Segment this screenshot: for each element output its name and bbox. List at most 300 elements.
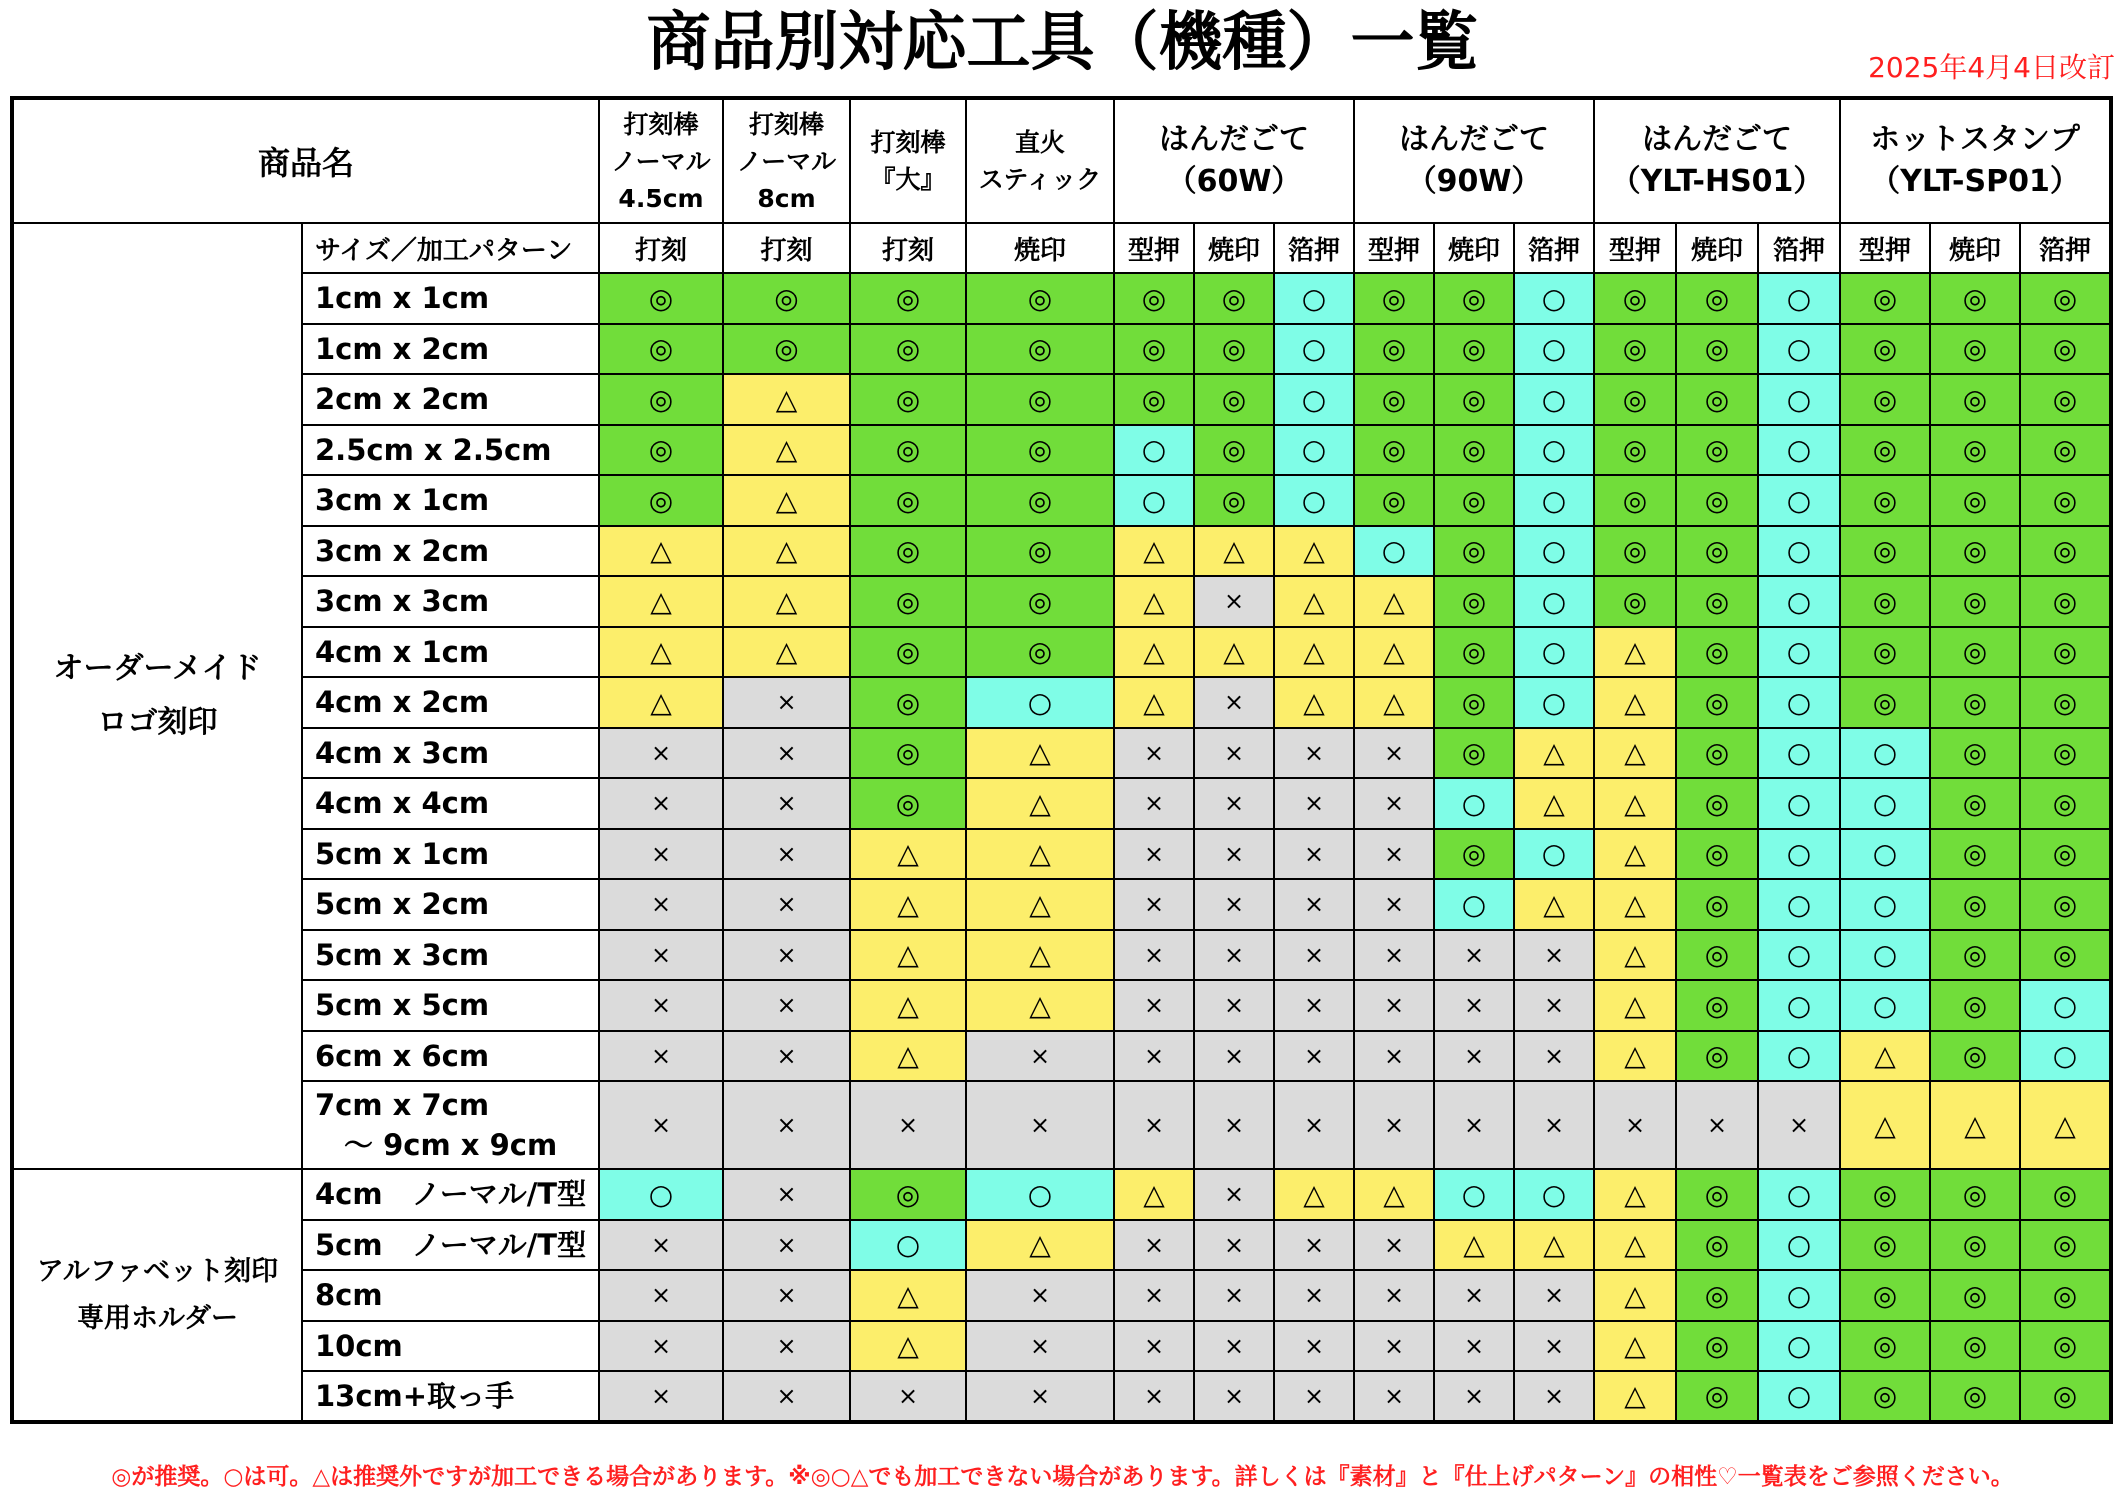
compat-mark-cell: × [1354,879,1434,930]
compat-mark-cell: ◎ [1194,374,1274,425]
compat-mark-cell: ◎ [1676,778,1758,829]
pattern-header: 型押 [1354,223,1434,273]
compat-mark-cell: × [1114,1321,1194,1372]
compat-mark-cell: × [1514,1371,1594,1422]
compat-mark-cell: × [723,930,850,981]
size-label: 5cm x 1cm [302,829,599,880]
compat-mark-cell: × [1354,1371,1434,1422]
compat-mark-cell: × [1274,879,1354,930]
compat-mark-cell: ◎ [1840,627,1930,678]
compat-mark-cell: × [1194,1220,1274,1271]
compat-mark-cell: △ [1594,930,1676,981]
header-row-patterns [12,223,2111,273]
compat-mark-cell: △ [723,425,850,476]
compat-mark-cell: △ [850,1321,966,1372]
compat-mark-cell: ◎ [2020,1321,2111,1372]
compat-mark-cell: × [1354,930,1434,981]
compat-mark-cell: × [1114,930,1194,981]
compat-mark-cell: × [1194,728,1274,779]
size-label: 2cm x 2cm [302,374,599,425]
compat-mark-cell: ◎ [850,374,966,425]
pattern-header: 箔押 [1274,223,1354,273]
table-row [12,324,2111,375]
compat-mark-cell: ○ [966,677,1114,728]
compat-mark-cell: ◎ [1676,1270,1758,1321]
compat-mark-cell: ◎ [1840,1270,1930,1321]
compat-mark-cell: ○ [1758,374,1840,425]
compat-mark-cell: ◎ [1840,425,1930,476]
size-label: 3cm x 1cm [302,475,599,526]
compat-mark-cell: △ [723,576,850,627]
compat-mark-cell: △ [850,1031,966,1082]
compat-mark-cell: × [599,1371,723,1422]
compat-mark-cell: ○ [1758,930,1840,981]
compat-mark-cell: ◎ [1930,677,2020,728]
table-row [12,879,2111,930]
compat-mark-cell: × [599,1031,723,1082]
compat-mark-cell: ◎ [1676,879,1758,930]
compat-mark-cell: △ [1594,980,1676,1031]
compat-mark-cell: ○ [1840,829,1930,880]
tool-header-2: 打刻棒 『大』 [850,98,966,223]
compat-mark-cell: △ [1594,879,1676,930]
tool-header-1: 打刻棒 ノーマル 8cm [723,98,850,223]
compat-mark-cell: × [850,1081,966,1169]
compat-mark-cell: △ [1354,677,1434,728]
compat-mark-cell: ◎ [1434,526,1514,577]
compat-mark-cell: × [599,1270,723,1321]
compat-mark-cell: △ [966,930,1114,981]
compat-mark-cell: ◎ [599,425,723,476]
compat-mark-cell: ○ [1514,526,1594,577]
compat-mark-cell: △ [1114,677,1194,728]
compat-mark-cell: ◎ [1676,425,1758,476]
compat-mark-cell: △ [1274,627,1354,678]
compat-mark-cell: ◎ [850,728,966,779]
compat-mark-cell: ◎ [1434,374,1514,425]
table-row [12,1220,2111,1271]
compat-mark-cell: △ [1930,1081,2020,1169]
compat-mark-cell: ◎ [1676,980,1758,1031]
compat-mark-cell: ◎ [2020,1169,2111,1220]
compat-mark-cell: × [1514,1270,1594,1321]
compat-mark-cell: ◎ [1930,1220,2020,1271]
compat-mark-cell: △ [966,778,1114,829]
compat-mark-cell: ○ [1514,425,1594,476]
compat-mark-cell: ○ [966,1169,1114,1220]
compat-mark-cell: × [1354,1031,1434,1082]
table-row [12,1031,2111,1082]
compat-mark-cell: × [1194,1081,1274,1169]
compat-mark-cell: × [1274,930,1354,981]
compat-mark-cell: △ [723,627,850,678]
size-label: 13cm+取っ手 [302,1371,599,1422]
compat-mark-cell: ◎ [2020,728,2111,779]
compat-mark-cell: ◎ [1840,576,1930,627]
compat-mark-cell: ○ [1758,627,1840,678]
compat-mark-cell: ◎ [2020,627,2111,678]
table-row [12,475,2111,526]
compat-mark-cell: × [723,829,850,880]
compat-mark-cell: × [966,1081,1114,1169]
compat-mark-cell: △ [1594,627,1676,678]
compat-mark-cell: × [599,829,723,880]
compat-mark-cell: × [1114,1081,1194,1169]
compat-mark-cell: × [1758,1081,1840,1169]
compat-mark-cell: ◎ [1930,1031,2020,1082]
table-row [12,374,2111,425]
compat-mark-cell: ○ [1114,425,1194,476]
compat-mark-cell: ◎ [1676,324,1758,375]
compat-mark-cell: ○ [1514,324,1594,375]
compat-mark-cell: ◎ [2020,576,2111,627]
compat-mark-cell: ◎ [1676,728,1758,779]
tool-header-4: はんだごて （60W） [1114,98,1354,223]
compat-mark-cell: ○ [1758,1220,1840,1271]
compat-mark-cell: ◎ [1676,526,1758,577]
compat-mark-cell: × [1114,728,1194,779]
compat-mark-cell: △ [1594,677,1676,728]
compat-mark-cell: ○ [1758,475,1840,526]
compat-mark-cell: △ [1514,778,1594,829]
compat-mark-cell: × [966,1371,1114,1422]
compat-mark-cell: △ [966,728,1114,779]
compat-mark-cell: × [1354,1270,1434,1321]
compat-mark-cell: ○ [2020,1031,2111,1082]
compat-mark-cell: × [723,1169,850,1220]
compat-mark-cell: ◎ [850,677,966,728]
compat-mark-cell: ◎ [1676,677,1758,728]
compat-mark-cell: ◎ [2020,677,2111,728]
compat-mark-cell: ◎ [2020,324,2111,375]
compat-mark-cell: × [1274,778,1354,829]
table-row [12,930,2111,981]
product-name-header: 商品名 [12,98,599,223]
compat-mark-cell: ◎ [850,576,966,627]
compat-mark-cell: × [723,1371,850,1422]
compat-mark-cell: ◎ [2020,374,2111,425]
compat-mark-cell: × [599,930,723,981]
compat-mark-cell: ○ [1758,980,1840,1031]
compat-mark-cell: ○ [599,1169,723,1220]
compat-mark-cell: ◎ [1594,526,1676,577]
compat-mark-cell: ◎ [1840,677,1930,728]
compat-mark-cell: ◎ [850,475,966,526]
table-row [12,526,2111,577]
compat-mark-cell: × [1274,1270,1354,1321]
compat-mark-cell: ○ [1514,576,1594,627]
compat-mark-cell: × [1434,1270,1514,1321]
compat-mark-cell: ◎ [1930,374,2020,425]
compat-mark-cell: ◎ [1354,273,1434,324]
compat-mark-cell: ◎ [1930,829,2020,880]
compat-mark-cell: ◎ [1930,879,2020,930]
size-label: 5cm x 3cm [302,930,599,981]
compat-mark-cell: × [1114,879,1194,930]
size-label: 10cm [302,1321,599,1372]
compat-mark-cell: △ [1114,526,1194,577]
page-title: 商品別対応工具（機種）一覧 [646,6,1479,80]
compat-mark-cell: ○ [1758,1371,1840,1422]
compat-mark-cell: ◎ [966,374,1114,425]
pattern-header: 箔押 [2020,223,2111,273]
compat-mark-cell: ◎ [1114,324,1194,375]
compat-mark-cell: ◎ [1354,475,1434,526]
compat-mark-cell: × [599,728,723,779]
size-label: 4cm x 4cm [302,778,599,829]
compat-mark-cell: × [1274,1371,1354,1422]
compat-mark-cell: △ [966,1220,1114,1271]
compat-mark-cell: ◎ [1354,374,1434,425]
pattern-header: 焼印 [1676,223,1758,273]
compat-mark-cell: ◎ [1434,324,1514,375]
compat-mark-cell: × [1114,980,1194,1031]
pattern-header: 型押 [1114,223,1194,273]
table-body [12,98,2111,1422]
tool-header-6: はんだごて （YLT-HS01） [1594,98,1840,223]
compat-mark-cell: ◎ [1114,374,1194,425]
compat-mark-cell: ○ [1514,829,1594,880]
compat-mark-cell: ◎ [1930,1371,2020,1422]
compat-mark-cell: ◎ [850,778,966,829]
compat-mark-cell: × [1194,980,1274,1031]
compat-mark-cell: × [1434,1371,1514,1422]
compat-mark-cell: ○ [1354,526,1434,577]
compat-mark-cell: ◎ [1434,677,1514,728]
compat-mark-cell: ◎ [850,273,966,324]
compat-mark-cell: ◎ [1434,425,1514,476]
pattern-header: 型押 [1840,223,1930,273]
compat-mark-cell: ◎ [850,627,966,678]
compat-mark-cell: △ [1274,576,1354,627]
compat-mark-cell: △ [599,576,723,627]
compat-mark-cell: ◎ [1676,1371,1758,1422]
compat-mark-cell: × [723,778,850,829]
compat-mark-cell: ○ [1840,778,1930,829]
compat-mark-cell: ○ [2020,980,2111,1031]
compat-mark-cell: ◎ [1354,324,1434,375]
compat-mark-cell: △ [1594,778,1676,829]
compat-mark-cell: ○ [1758,324,1840,375]
compat-mark-cell: ◎ [1930,425,2020,476]
compat-mark-cell: × [1434,930,1514,981]
table-row [12,980,2111,1031]
pattern-header: 焼印 [1930,223,2020,273]
compat-mark-cell: ◎ [1840,374,1930,425]
compat-mark-cell: ◎ [966,526,1114,577]
compat-mark-cell: ◎ [1676,1169,1758,1220]
compat-mark-cell: ◎ [1930,1270,2020,1321]
compat-mark-cell: ○ [1514,1169,1594,1220]
compat-mark-cell: × [1354,778,1434,829]
compat-mark-cell: × [1194,1031,1274,1082]
compat-mark-cell: × [599,1081,723,1169]
compat-mark-cell: △ [1274,1169,1354,1220]
compat-mark-cell: ◎ [850,324,966,375]
compat-mark-cell: × [1194,930,1274,981]
compat-mark-cell: × [1114,1220,1194,1271]
compat-mark-cell: ○ [1758,879,1840,930]
compat-mark-cell: ○ [1274,475,1354,526]
compat-mark-cell: × [1274,829,1354,880]
compat-mark-cell: △ [966,980,1114,1031]
compat-mark-cell: ○ [1274,324,1354,375]
compat-mark-cell: ○ [1434,778,1514,829]
table-row [12,778,2111,829]
compat-mark-cell: ○ [1840,980,1930,1031]
compat-mark-cell: ○ [1514,677,1594,728]
compat-mark-cell: ◎ [1930,576,2020,627]
compat-mark-cell: ◎ [1676,829,1758,880]
compat-mark-cell: ◎ [1930,778,2020,829]
compat-mark-cell: △ [850,1270,966,1321]
compat-mark-cell: × [723,1031,850,1082]
compat-mark-cell: ◎ [966,425,1114,476]
compat-mark-cell: × [723,879,850,930]
compat-mark-cell: ○ [1758,526,1840,577]
size-label: 7cm x 7cm ～ 9cm x 9cm [302,1081,599,1169]
compat-mark-cell: △ [850,930,966,981]
compat-mark-cell: ◎ [966,475,1114,526]
table-row [12,1321,2111,1372]
compat-mark-cell: △ [1594,1031,1676,1082]
size-label: 8cm [302,1270,599,1321]
compat-mark-cell: △ [599,627,723,678]
size-label: 5cm x 2cm [302,879,599,930]
compat-mark-cell: △ [1514,879,1594,930]
compat-mark-cell: ○ [1514,627,1594,678]
legend-footnote: ◎が推奨。○は可。△は推奨外ですが加工できる場合があります。※◎○△でも加工できない場合があります。詳しくは『素材』と『仕上げパターン』の相性♡一覧表をご参照ください。 [111,1464,2014,1490]
compat-mark-cell: × [1514,980,1594,1031]
pattern-header: 箔押 [1514,223,1594,273]
compat-mark-cell: × [1114,1031,1194,1082]
compat-mark-cell: ◎ [599,273,723,324]
compat-mark-cell: ◎ [1930,273,2020,324]
size-label: 4cm x 3cm [302,728,599,779]
compat-mark-cell: × [1194,1371,1274,1422]
compat-mark-cell: ◎ [1676,1031,1758,1082]
compat-mark-cell: △ [2020,1081,2111,1169]
compat-mark-cell: ◎ [1194,273,1274,324]
compat-mark-cell: ◎ [1434,829,1514,880]
compat-mark-cell: × [1354,1321,1434,1372]
compat-mark-cell: ○ [1514,273,1594,324]
compat-mark-cell: ○ [1758,829,1840,880]
compat-mark-cell: × [599,778,723,829]
size-label: 4cm x 2cm [302,677,599,728]
pattern-header: 打刻 [599,223,723,273]
compat-mark-cell: ○ [1758,778,1840,829]
table-row [12,1371,2111,1422]
compat-mark-cell: △ [1594,1220,1676,1271]
compat-mark-cell: △ [850,879,966,930]
compat-mark-cell: ○ [1514,475,1594,526]
compat-mark-cell: × [1114,829,1194,880]
compat-mark-cell: ○ [1514,374,1594,425]
compat-mark-cell: ◎ [1930,1169,2020,1220]
pattern-header: 焼印 [1434,223,1514,273]
compat-mark-cell: × [1514,1081,1594,1169]
compat-mark-cell: △ [599,677,723,728]
compat-mark-cell: △ [1434,1220,1514,1271]
compat-mark-cell: × [723,1081,850,1169]
compat-mark-cell: × [1354,728,1434,779]
compat-mark-cell: × [1434,1031,1514,1082]
compat-mark-cell: ◎ [1594,576,1676,627]
tool-header-7: ホットスタンプ （YLT-SP01） [1840,98,2111,223]
compat-mark-cell: ○ [1840,728,1930,779]
compat-mark-cell: × [1354,1220,1434,1271]
pattern-header: 打刻 [850,223,966,273]
compat-mark-cell: △ [1194,627,1274,678]
compat-mark-cell: △ [1840,1081,1930,1169]
compat-mark-cell: ◎ [850,526,966,577]
table-row [12,273,2111,324]
tool-header-0: 打刻棒 ノーマル 4.5cm [599,98,723,223]
compat-mark-cell: ◎ [1840,1321,1930,1372]
compat-mark-cell: × [1676,1081,1758,1169]
category-label-0: オーダーメイド ロゴ刻印 [12,223,302,1169]
compat-mark-cell: ◎ [1840,1371,1930,1422]
header-row-tools [12,98,2111,223]
compat-mark-cell: ◎ [1594,374,1676,425]
compat-mark-cell: × [1514,930,1594,981]
compat-mark-cell: ○ [1758,1270,1840,1321]
compat-mark-cell: ○ [1840,879,1930,930]
compat-mark-cell: ○ [1840,930,1930,981]
compat-mark-cell: × [1194,778,1274,829]
table-row [12,576,2111,627]
compat-mark-cell: ◎ [1930,475,2020,526]
table-row [12,728,2111,779]
compat-mark-cell: △ [1114,576,1194,627]
compat-mark-cell: ◎ [599,324,723,375]
compat-mark-cell: △ [1514,1220,1594,1271]
compat-mark-cell: ◎ [1434,576,1514,627]
compat-mark-cell: ◎ [1194,425,1274,476]
compat-mark-cell: ○ [1758,1031,1840,1082]
size-label: 3cm x 2cm [302,526,599,577]
compat-mark-cell: ◎ [723,324,850,375]
compat-mark-cell: × [723,1270,850,1321]
compat-mark-cell: ◎ [1194,324,1274,375]
compat-mark-cell: ◎ [1434,273,1514,324]
compat-mark-cell: △ [723,374,850,425]
compat-mark-cell: ◎ [1594,425,1676,476]
compat-mark-cell: × [966,1270,1114,1321]
compat-mark-cell: ○ [1114,475,1194,526]
compat-mark-cell: ◎ [1676,1321,1758,1372]
compat-mark-cell: ○ [1434,1169,1514,1220]
compat-mark-cell: ○ [1758,576,1840,627]
compat-mark-cell: ◎ [599,374,723,425]
compat-mark-cell: × [850,1371,966,1422]
compat-mark-cell: △ [1354,576,1434,627]
pattern-header: 焼印 [966,223,1114,273]
size-label: 4cm ノーマル/T型 [302,1169,599,1220]
compat-mark-cell: × [1274,728,1354,779]
compat-mark-cell: × [1194,1169,1274,1220]
compat-mark-cell: ◎ [2020,879,2111,930]
compat-mark-cell: × [1354,980,1434,1031]
compat-mark-cell: × [1114,1371,1194,1422]
compat-mark-cell: ◎ [1434,728,1514,779]
compat-mark-cell: × [966,1031,1114,1082]
size-label: 6cm x 6cm [302,1031,599,1082]
compat-mark-cell: ◎ [2020,1220,2111,1271]
compat-mark-cell: ○ [1758,1321,1840,1372]
compat-mark-cell: ◎ [1676,1220,1758,1271]
